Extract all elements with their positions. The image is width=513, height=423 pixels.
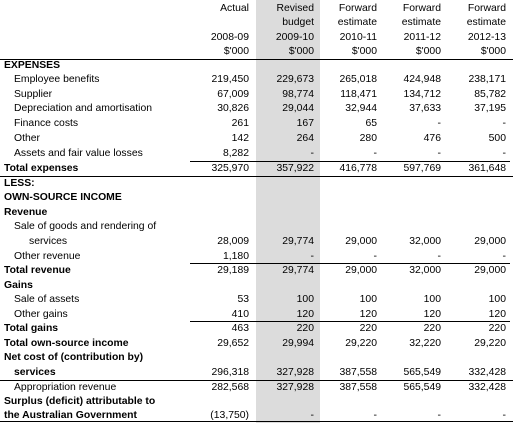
cell-forward-2012-13: 332,428 <box>468 382 506 393</box>
cell-actual: 8,282 <box>222 148 249 159</box>
total-row <box>0 365 513 380</box>
table-row <box>0 101 513 116</box>
row-label: services <box>14 367 56 378</box>
cell-forward-2011-12: 476 <box>423 133 441 144</box>
header-row-2 <box>0 15 513 30</box>
section-heading-gains <box>0 278 513 293</box>
header-cell: 2011-12 <box>403 32 441 43</box>
cell-forward-2010-11: 220 <box>359 323 377 334</box>
cell-revised-budget: 327,928 <box>276 382 314 393</box>
cell-actual: 67,009 <box>217 89 249 100</box>
cell-forward-2012-13: - <box>502 118 506 129</box>
cell-actual: 325,970 <box>211 163 249 174</box>
cell-revised-budget: 98,774 <box>282 89 314 100</box>
row-label: Revenue <box>4 207 48 218</box>
section-heading-expenses <box>0 58 513 73</box>
cell-actual: 30,826 <box>217 103 249 114</box>
total-row <box>0 336 513 351</box>
section-heading-surplus <box>0 394 513 409</box>
cell-forward-2012-13: 37,195 <box>474 103 506 114</box>
cell-forward-2010-11: 280 <box>359 133 377 144</box>
table-row <box>0 131 513 146</box>
cell-revised-budget: 229,673 <box>276 74 314 85</box>
cell-revised-budget: - <box>310 148 314 159</box>
section-heading-own-source-income <box>0 190 513 205</box>
cell-revised-budget: 220 <box>296 323 314 334</box>
header-cell: $'000 <box>415 46 441 57</box>
header-row-1 <box>0 1 513 16</box>
cell-forward-2010-11: 120 <box>359 309 377 320</box>
row-label: Other revenue <box>14 251 81 262</box>
cell-forward-2010-11: - <box>373 148 377 159</box>
cell-forward-2011-12: 100 <box>423 294 441 305</box>
row-label: OWN-SOURCE INCOME <box>4 192 122 203</box>
row-label: Other gains <box>14 309 68 320</box>
header-row-4 <box>0 44 513 59</box>
cell-revised-budget: - <box>310 251 314 262</box>
row-label: Total revenue <box>4 265 71 276</box>
header-cell: budget <box>282 17 314 28</box>
row-label: Other <box>14 133 40 144</box>
cell-forward-2012-13: 220 <box>488 323 506 334</box>
cell-revised-budget: - <box>310 410 314 421</box>
cell-forward-2012-13: 29,220 <box>474 338 506 349</box>
cell-forward-2012-13: 332,428 <box>468 367 506 378</box>
header-cell: 2012-13 <box>467 32 506 43</box>
cell-forward-2011-12: 565,549 <box>403 382 441 393</box>
cell-forward-2010-11: - <box>373 410 377 421</box>
cell-revised-budget: 167 <box>296 118 314 129</box>
cell-actual: 53 <box>237 294 249 305</box>
cell-actual: 219,450 <box>211 74 249 85</box>
row-label: Net cost of (contribution by) <box>4 352 144 363</box>
cell-forward-2010-11: 29,220 <box>345 338 377 349</box>
row-label: Total gains <box>4 323 59 334</box>
cell-forward-2011-12: - <box>437 118 441 129</box>
row-label: Appropriation revenue <box>14 382 117 393</box>
table-row <box>0 116 513 131</box>
header-cell: Forward <box>402 3 441 14</box>
row-label: Total expenses <box>4 163 79 174</box>
total-row <box>0 321 513 336</box>
cell-forward-2012-13: 85,782 <box>474 89 506 100</box>
cell-revised-budget: 100 <box>296 294 314 305</box>
cell-actual: 463 <box>231 323 249 334</box>
cell-forward-2010-11: 387,558 <box>339 367 377 378</box>
table-row <box>0 219 513 234</box>
cell-forward-2010-11: 29,000 <box>345 236 377 247</box>
row-label: Sale of goods and rendering of <box>14 221 157 232</box>
header-row-3 <box>0 30 513 45</box>
table-row <box>0 380 513 395</box>
section-heading-revenue <box>0 205 513 220</box>
cell-forward-2012-13: 361,648 <box>468 163 506 174</box>
table-row <box>0 292 513 307</box>
cell-forward-2012-13: 100 <box>488 294 506 305</box>
cell-forward-2012-13: - <box>502 251 506 262</box>
cell-revised-budget: 357,922 <box>276 163 314 174</box>
header-cell: estimate <box>401 17 441 28</box>
cell-forward-2010-11: 387,558 <box>339 382 377 393</box>
cell-forward-2011-12: 120 <box>423 309 441 320</box>
header-cell: 2008-09 <box>210 32 249 43</box>
cell-forward-2010-11: 29,000 <box>345 265 377 276</box>
table-row <box>0 307 513 322</box>
cell-forward-2012-13: 29,000 <box>474 236 506 247</box>
header-cell: $'000 <box>351 46 377 57</box>
row-label: Assets and fair value losses <box>14 148 143 159</box>
cell-forward-2011-12: 134,712 <box>403 89 441 100</box>
row-label: EXPENSES <box>4 60 61 71</box>
cell-forward-2011-12: - <box>437 410 441 421</box>
row-label: the Australian Government <box>4 410 137 421</box>
row-label: Supplier <box>14 89 53 100</box>
table-row <box>0 234 513 249</box>
cell-actual: 29,189 <box>217 265 249 276</box>
cell-actual: 28,009 <box>217 236 249 247</box>
header-cell: $'000 <box>223 46 249 57</box>
total-row <box>0 161 513 176</box>
table-row <box>0 249 513 264</box>
cell-forward-2011-12: 37,633 <box>409 103 441 114</box>
cell-forward-2010-11: 416,778 <box>339 163 377 174</box>
cell-actual: 282,568 <box>211 382 249 393</box>
row-label: Gains <box>4 280 33 291</box>
cell-forward-2010-11: 32,944 <box>345 103 377 114</box>
row-label: Depreciation and amortisation <box>14 103 153 114</box>
cell-forward-2010-11: - <box>373 251 377 262</box>
cell-forward-2012-13: 29,000 <box>474 265 506 276</box>
cell-forward-2012-13: 500 <box>488 133 506 144</box>
total-row <box>0 263 513 278</box>
header-cell: 2009-10 <box>275 32 314 43</box>
cell-actual: 261 <box>231 118 249 129</box>
cell-revised-budget: 29,994 <box>282 338 314 349</box>
cell-forward-2012-13: - <box>502 148 506 159</box>
section-heading-less <box>0 176 513 191</box>
cell-forward-2010-11: 100 <box>359 294 377 305</box>
table-row <box>0 87 513 102</box>
header-cell: $'000 <box>288 46 314 57</box>
header-cell: $'000 <box>480 46 506 57</box>
header-cell: Forward <box>467 3 506 14</box>
cell-revised-budget: 327,928 <box>276 367 314 378</box>
cell-revised-budget: 29,044 <box>282 103 314 114</box>
header-cell: Revised <box>276 3 314 14</box>
cell-forward-2010-11: 265,018 <box>339 74 377 85</box>
cell-forward-2012-13: 120 <box>488 309 506 320</box>
cell-revised-budget: 264 <box>296 133 314 144</box>
cell-forward-2011-12: 32,220 <box>409 338 441 349</box>
cell-actual: 410 <box>231 309 249 320</box>
row-label: LESS: <box>4 178 35 189</box>
header-cell: estimate <box>466 17 506 28</box>
cell-forward-2011-12: - <box>437 251 441 262</box>
cell-actual: (13,750) <box>210 410 249 421</box>
header-cell: 2010-11 <box>339 32 377 43</box>
table-row <box>0 72 513 87</box>
row-label: Surplus (deficit) attributable to <box>4 396 156 407</box>
row-label: Finance costs <box>14 118 79 129</box>
cell-forward-2010-11: 118,471 <box>340 89 377 100</box>
cell-actual: 1,180 <box>222 251 249 262</box>
cell-forward-2012-13: - <box>502 410 506 421</box>
cell-revised-budget: 29,774 <box>282 265 314 276</box>
table-bottom-border <box>0 421 513 422</box>
cell-forward-2011-12: - <box>437 148 441 159</box>
row-label: services <box>29 236 68 247</box>
header-cell: Actual <box>220 3 249 14</box>
cell-revised-budget: 120 <box>296 309 314 320</box>
cell-forward-2011-12: 565,549 <box>403 367 441 378</box>
cell-actual: 29,652 <box>217 338 249 349</box>
header-cell: estimate <box>337 17 377 28</box>
table-row <box>0 146 513 161</box>
cell-actual: 296,318 <box>211 367 249 378</box>
cell-forward-2011-12: 424,948 <box>403 74 441 85</box>
cell-forward-2011-12: 32,000 <box>409 236 441 247</box>
cell-forward-2011-12: 220 <box>423 323 441 334</box>
header-cell: Forward <box>338 3 377 14</box>
row-label: Sale of assets <box>14 294 80 305</box>
section-heading-net-cost <box>0 350 513 365</box>
cell-actual: 142 <box>231 133 249 144</box>
cell-forward-2012-13: 238,171 <box>468 74 506 85</box>
cell-forward-2010-11: 65 <box>365 118 377 129</box>
cell-forward-2011-12: 597,769 <box>403 163 441 174</box>
cell-revised-budget: 29,774 <box>282 236 314 247</box>
row-label: Employee benefits <box>14 74 100 85</box>
row-label: Total own-source income <box>4 338 129 349</box>
cell-forward-2011-12: 32,000 <box>409 265 441 276</box>
